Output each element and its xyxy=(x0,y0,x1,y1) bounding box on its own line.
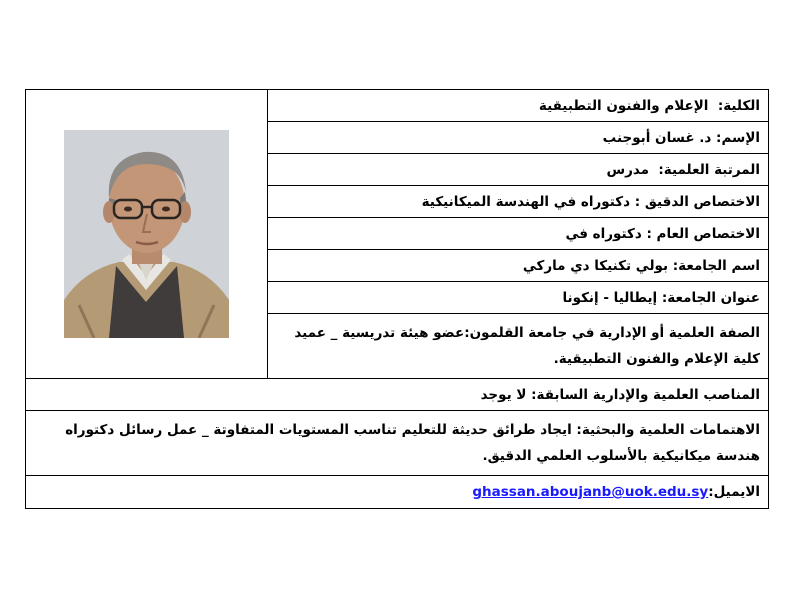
current-position-row xyxy=(268,314,768,378)
profile-photo xyxy=(64,130,229,338)
general-specialization-row xyxy=(268,218,768,250)
previous-positions-row xyxy=(26,379,768,411)
specialization-text: الاختصاص الدقيق : دكتوراه في الهندسة الميكانيكية xyxy=(421,193,760,210)
interests-text: الاهتمامات العلمية والبحثية: ايجاد طرائق حديثة للتعليم تناسب المستويات المتفاوتة _ عمل رسائل دكتوراه هندسة ميكانيكية بالأسلوب العلمي الدقيق. xyxy=(65,422,760,464)
email-link[interactable]: ghassan.aboujanb@uok.edu.sy xyxy=(472,484,709,500)
photo-cell xyxy=(26,90,267,378)
general-specialization-text: الاختصاص العام : دكتوراه في xyxy=(565,225,760,242)
previous-positions-text: المناصب العلمية والإدارية السابقة: لا يوجد xyxy=(480,386,760,403)
rank-row xyxy=(268,154,768,186)
profile-top-section xyxy=(26,90,768,379)
faculty-text: الكلية: الإعلام والفنون التطبيقية xyxy=(538,97,760,114)
email-label: الايميل: xyxy=(708,484,760,500)
rank-text: المرتبة العلمية: مدرس xyxy=(606,161,760,178)
university-name-row xyxy=(268,250,768,282)
email-row xyxy=(26,476,768,508)
name-text: الإسم: د. غسان أبوجنب xyxy=(602,129,760,146)
faculty-row xyxy=(268,90,768,122)
current-position-text: الصفة العلمية أو الإدارية في جامعة القلمون:عضو هيئة تدريسية _ عميد كلية الإعلام والفنون التطبيقية. xyxy=(294,325,760,367)
portrait-illustration xyxy=(64,130,229,338)
profile-card xyxy=(25,89,769,509)
name-row xyxy=(268,122,768,154)
university-address-text: عنوان الجامعة: إيطاليا - إنكونا xyxy=(562,289,760,306)
university-name-text: اسم الجامعة: بولي تكنيكا دي ماركي xyxy=(522,257,760,274)
specialization-row xyxy=(268,186,768,218)
university-address-row xyxy=(268,282,768,314)
interests-row xyxy=(26,411,768,476)
profile-fields xyxy=(267,90,768,378)
